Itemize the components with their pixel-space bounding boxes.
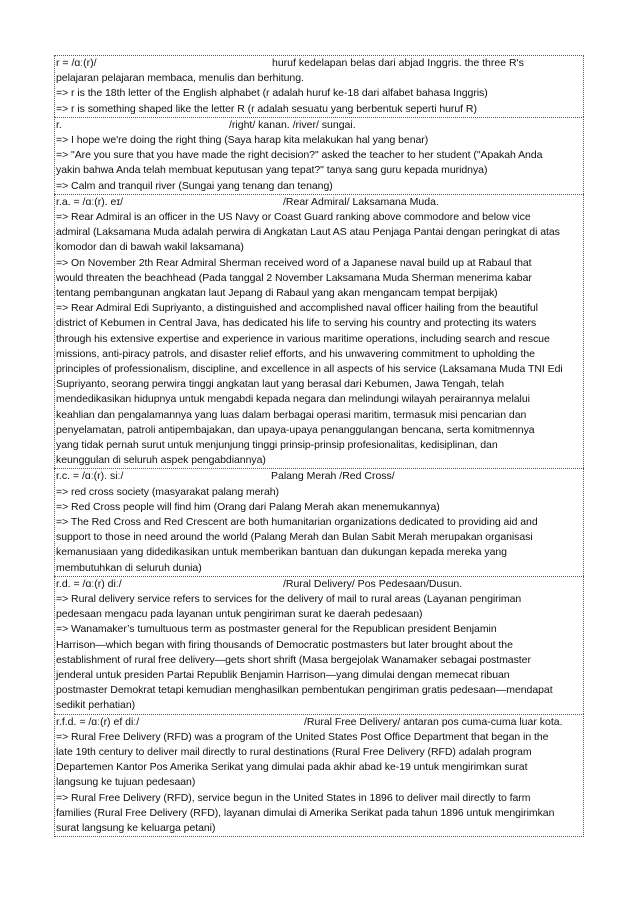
entry-line: => r is something shaped like the letter R (r adalah sesuatu yang berbentuk seperti huruf R) bbox=[56, 102, 477, 115]
dictionary-page bbox=[54, 55, 584, 837]
entry-line: through his extensive expertise and experience in various maritime operations, including search and rescue bbox=[56, 332, 550, 345]
entry-header bbox=[55, 195, 583, 210]
entry-line: => Rear Admiral is an officer in the US Navy or Coast Guard ranking above commodore and below vice bbox=[56, 210, 531, 223]
entry-line: langsung ke tujuan pedesaan) bbox=[56, 776, 196, 789]
headword: r.d. = /ɑː(r) diː/ bbox=[56, 577, 122, 590]
entry-header bbox=[55, 56, 583, 71]
entry-line: => red cross society (masyarakat palang merah) bbox=[56, 485, 279, 498]
entry-line: => Wanamaker’s tumultuous term as postmaster general for the Republican president Benjamin bbox=[56, 623, 497, 636]
entry-line: establishment of rural free delivery—gets short shrift (Masa bergejolak Wanamaker sebagai postmaster bbox=[56, 653, 531, 666]
headword: r.c. = /ɑː(r). siː/ bbox=[56, 470, 124, 483]
entry-line: pelajaran pelajaran membaca, menulis dan berhitung. bbox=[56, 72, 304, 85]
entry-line: postmaster Demokrat tetapi kemudian menghasilkan pembentukan pengiriman gratis pedesaan—mendapat bbox=[56, 684, 553, 697]
entry-line: missions, anti-piracy patrols, and disaster relief efforts, and his unwavering commitment to upholding the bbox=[56, 347, 535, 360]
entry-r-dot bbox=[54, 117, 584, 194]
entry-line: Harrison—which began with firing thousands of Democratic postmasters but later brought about the bbox=[56, 638, 513, 651]
entry-header bbox=[55, 469, 583, 484]
entry-line: kemanusiaan yang didedikasikan untuk memberikan bantuan dan dukungan kepada mereka yang bbox=[56, 546, 507, 559]
entry-line: => On November 2th Rear Admiral Sherman received word of a Japanese naval build up at Rabaul that bbox=[56, 256, 532, 269]
gloss: /Rural Delivery/ Pos Pedesaan/Dusun. bbox=[283, 577, 463, 590]
entry-header bbox=[55, 715, 583, 730]
entry-line: keunggulan di seluruh aspek pengabdiannya) bbox=[56, 454, 266, 467]
gloss: Palang Merah /Red Cross/ bbox=[271, 470, 395, 483]
entry-line: mendedikasikan hidupnya untuk mengabdi kepada negara dan melindungi wilayah perairannya melalui bbox=[56, 393, 530, 406]
entry-line: admiral (Laksamana Muda adalah perwira di Angkatan Laut AS atau Penjaga Pantai dengan peringkat di atas bbox=[56, 226, 560, 239]
entry-rd bbox=[54, 576, 584, 714]
entry-line: yang tidak pernah surut untuk menjunjung tinggi prinsip-prinsip profesionalitas, kedisiplinan, dan bbox=[56, 439, 498, 452]
gloss: /Rear Admiral/ Laksamana Muda. bbox=[283, 195, 439, 208]
entry-r bbox=[54, 55, 584, 117]
entry-ra bbox=[54, 194, 584, 469]
entry-line: => Red Cross people will find him (Orang dari Palang Merah akan menemukannya) bbox=[56, 500, 440, 513]
entry-line: => I hope we're doing the right thing (Saya harap kita melakukan hal yang benar) bbox=[56, 133, 429, 146]
entry-line: komodor dan di bawah wakil laksamana) bbox=[56, 241, 244, 254]
entry-line: support to those in need around the world (Palang Merah dan Bulan Sabit Merah merupakan organisasi bbox=[56, 531, 533, 544]
entry-line: keahlian dan pengalamannya yang luas dalam berbagai operasi maritim, termasuk misi pencarian dan bbox=[56, 408, 527, 421]
entry-line: => r is the 18th letter of the English alphabet (r adalah huruf ke-18 dari alfabet bahasa Inggris) bbox=[56, 87, 488, 100]
headword: r. bbox=[56, 118, 62, 131]
entry-line: => Rural Free Delivery (RFD), service begun in the United States in 1896 to deliver mail directly to farm bbox=[56, 791, 531, 804]
headword: r.a. = /ɑː(r). eɪ/ bbox=[56, 195, 124, 208]
entry-rc bbox=[54, 468, 584, 575]
entry-line: membutuhkan di seluruh dunia) bbox=[56, 561, 202, 574]
gloss: /right/ kanan. /river/ sungai. bbox=[229, 118, 356, 131]
entry-line: yakin bahwa Anda telah membuat keputusan yang tepat?" tanya sang guru kepada muridnya) bbox=[56, 164, 488, 177]
entry-header bbox=[55, 118, 583, 133]
entry-line: tentang pembangunan angkatan laut Jepang di Rabaul yang akan mengancam tempat berpijak) bbox=[56, 287, 498, 299]
entry-line: => Rural Free Delivery (RFD) was a program of the United States Post Office Department that began in the bbox=[56, 730, 549, 743]
entry-line: sedikit perhatian) bbox=[56, 699, 136, 712]
entry-line: late 19th century to deliver mail directly to rural destinations (Rural Free Delivery (RFD) adalah program bbox=[56, 746, 532, 759]
gloss: /Rural Free Delivery/ antaran pos cuma-cuma luar kota. bbox=[304, 715, 563, 728]
entry-line: penyelamatan, patroli antipembajakan, dan upaya-upaya penanggulangan bencana, serta komitmennya bbox=[56, 423, 535, 436]
entry-line: district of Kebumen in Central Java, has dedicated his life to serving his country and protecting its waters bbox=[56, 317, 537, 330]
entry-line: principles of professionalism, discipline, and excellence in all aspects of his service (Laksamana Muda TNI Edi bbox=[56, 363, 563, 376]
entry-line: => "Are you sure that you have made the right decision?" asked the teacher to her student ("Apakah Anda bbox=[56, 149, 543, 162]
headword: r = /ɑː(r)/ bbox=[56, 57, 97, 69]
gloss: huruf kedelapan belas dari abjad Inggris. the three R's bbox=[272, 57, 524, 69]
entry-line: would threaten the beachhead (Pada tanggal 2 November Laksamana Muda Sherman menerima kabar bbox=[56, 271, 532, 284]
entry-line: Departemen Kantor Pos Amerika Serikat yang dimulai pada akhir abad ke-19 untuk mengirimkan surat bbox=[56, 761, 528, 774]
entry-line: => Rural delivery service refers to services for the delivery of mail to rural areas (Layanan pengiriman bbox=[56, 593, 522, 606]
entry-line: => Rear Admiral Edi Supriyanto, a distinguished and accomplished naval officer hailing from the beautiful bbox=[56, 302, 538, 315]
headword: r.f.d. = /ɑː(r) ef diː/ bbox=[56, 715, 140, 728]
entry-line: => The Red Cross and Red Crescent are both humanitarian organizations dedicated to providing aid and bbox=[56, 516, 538, 529]
entry-line: pedesaan mengacu pada layanan untuk pengiriman surat ke daerah pedesaan) bbox=[56, 608, 423, 621]
entry-header bbox=[55, 577, 583, 592]
entry-line: families (Rural Free Delivery (RFD), layanan dimulai di Amerika Serikat pada tahun 1896 untuk mengirimkan bbox=[56, 806, 555, 819]
entry-line: surat langsung ke keluarga petani) bbox=[56, 822, 216, 835]
entry-line: Supriyanto, seorang perwira tinggi angkatan laut yang berasal dari Kebumen, Jawa Tengah, telah bbox=[56, 378, 505, 391]
entry-line: => Calm and tranquil river (Sungai yang tenang dan tenang) bbox=[56, 179, 333, 192]
entry-line: jenderal untuk presiden Partai Republik Benjamin Harrison—yang dimulai dengan memecat ribuan bbox=[56, 669, 510, 682]
entry-rfd bbox=[54, 714, 584, 838]
